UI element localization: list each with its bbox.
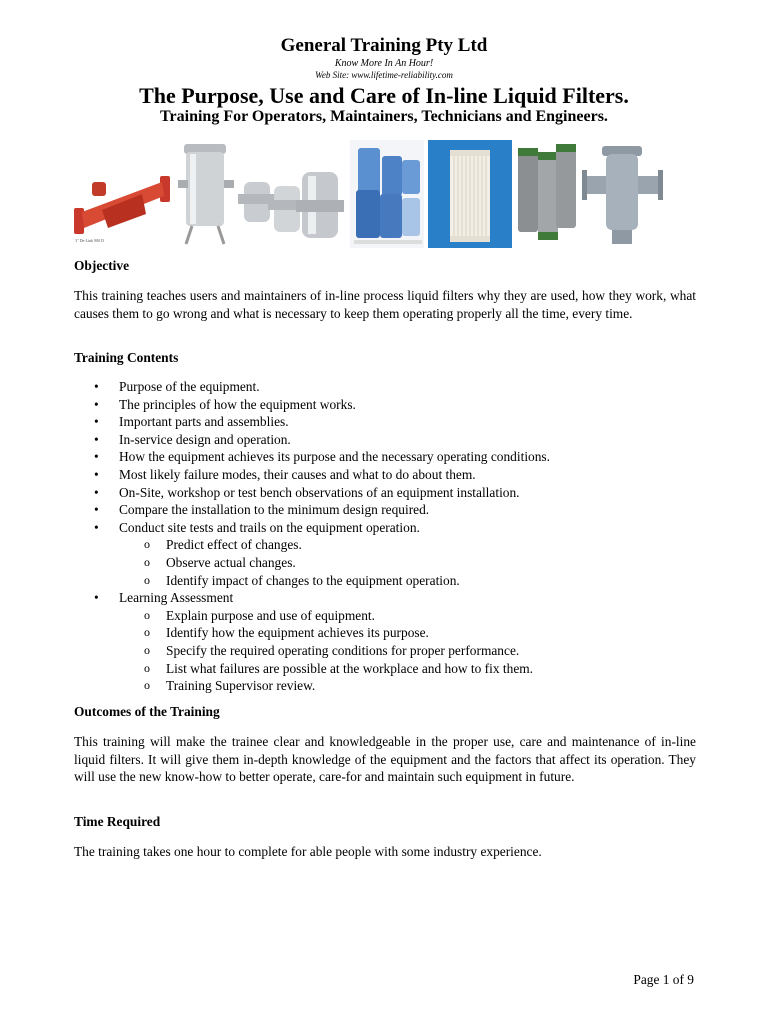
sub-list-item: o Specify the required operating conditions for proper performance.: [144, 642, 520, 658]
assessment-sublist: [74, 607, 694, 695]
product-image-strip: [72, 140, 696, 248]
site-tests-sublist: [74, 536, 694, 589]
sub-list-item: o List what failures are possible at the workplace and how to fix them.: [144, 660, 534, 676]
outcomes-heading: Outcomes of the Training: [74, 704, 220, 719]
list-item: • Conduct site tests and trails on the equipment operation. o Predict effect of changes. o Observe actual changes. o Identify impact of changes to the equipment operation.: [74, 519, 694, 589]
sub-list-item: o Identify how the equipment achieves its purpose.: [144, 625, 429, 641]
time-required-text: The training takes one hour to complete for able people with some industry experience.: [74, 844, 542, 859]
outcomes-text: This training will make the trainee clear and knowledgeable in the proper use, care and maintenance of in-line liquid filters. It will give them in-depth knowledge of the equipment and the factors that affect its operation. They will use the new know-how to better operate, care-for and maintain such equipment in future.: [74, 734, 696, 784]
sub-list-item: o Explain purpose and use of equipment.: [144, 607, 375, 623]
tagline: Know More In An Hour!: [334, 58, 434, 69]
sub-list-item: o Predict effect of changes.: [144, 537, 302, 553]
objective-text: This training teaches users and maintainers of in-line process liquid filters why they are used, how they work, what causes them to go wrong and what is necessary to keep them operating properly all the time, every time.: [74, 288, 696, 321]
red-y-strainer-image: [72, 170, 172, 245]
list-item: • Purpose of the equipment.: [94, 379, 260, 394]
document-subtitle: Training For Operators, Maintainers, Technicians and Engineers.: [160, 108, 608, 125]
image-caption: 3" De-Link 900 D: [75, 238, 105, 243]
objective-heading: Objective: [74, 258, 130, 273]
sub-list-item: o Identify impact of changes to the equipment operation.: [144, 572, 460, 588]
stainless-cartridge-housing-image: [176, 140, 238, 248]
stainless-basket-strainers-image: [238, 166, 346, 248]
document-title: The Purpose, Use and Care of In-line Liquid Filters.: [139, 83, 629, 108]
sub-list-item: o Observe actual changes.: [144, 554, 296, 570]
carbon-filter-cartridges-image: [516, 140, 578, 248]
company-name: General Training Pty Ltd: [280, 35, 488, 56]
list-item: • Important parts and assemblies.: [94, 414, 289, 430]
list-item: • Learning Assessment o Explain purpose and use of equipment. o Identify how the equipment achieves its purpose. o Specify the required operating conditions for proper performance. o List what failures are possible at the workplace and how to fix them. o Training Supervisor review.: [74, 589, 694, 695]
list-item: • Compare the installation to the minimum design required.: [94, 502, 430, 518]
page-number: Page 1 of 9: [633, 972, 694, 987]
list-item: • How the equipment achieves its purpose and the necessary operating conditions.: [94, 449, 550, 465]
training-contents-heading: Training Contents: [74, 350, 179, 365]
time-required-heading: Time Required: [74, 814, 161, 829]
list-item: • On-Site, workshop or test bench observations of an equipment installation.: [94, 484, 520, 500]
pleated-filter-cartridge-image: [428, 140, 512, 248]
website-line: Web Site: www.lifetime-reliability.com: [315, 70, 453, 80]
list-item: • Most likely failure modes, their causes and what to do about them.: [94, 466, 476, 482]
list-item: • The principles of how the equipment works.: [94, 396, 356, 412]
grey-basket-strainer-image: [582, 140, 664, 248]
blue-filter-housings-image: [350, 140, 424, 248]
sub-list-item: o Training Supervisor review.: [144, 678, 316, 694]
list-item: • In-service design and operation.: [94, 431, 291, 447]
training-contents-list: [74, 378, 694, 695]
